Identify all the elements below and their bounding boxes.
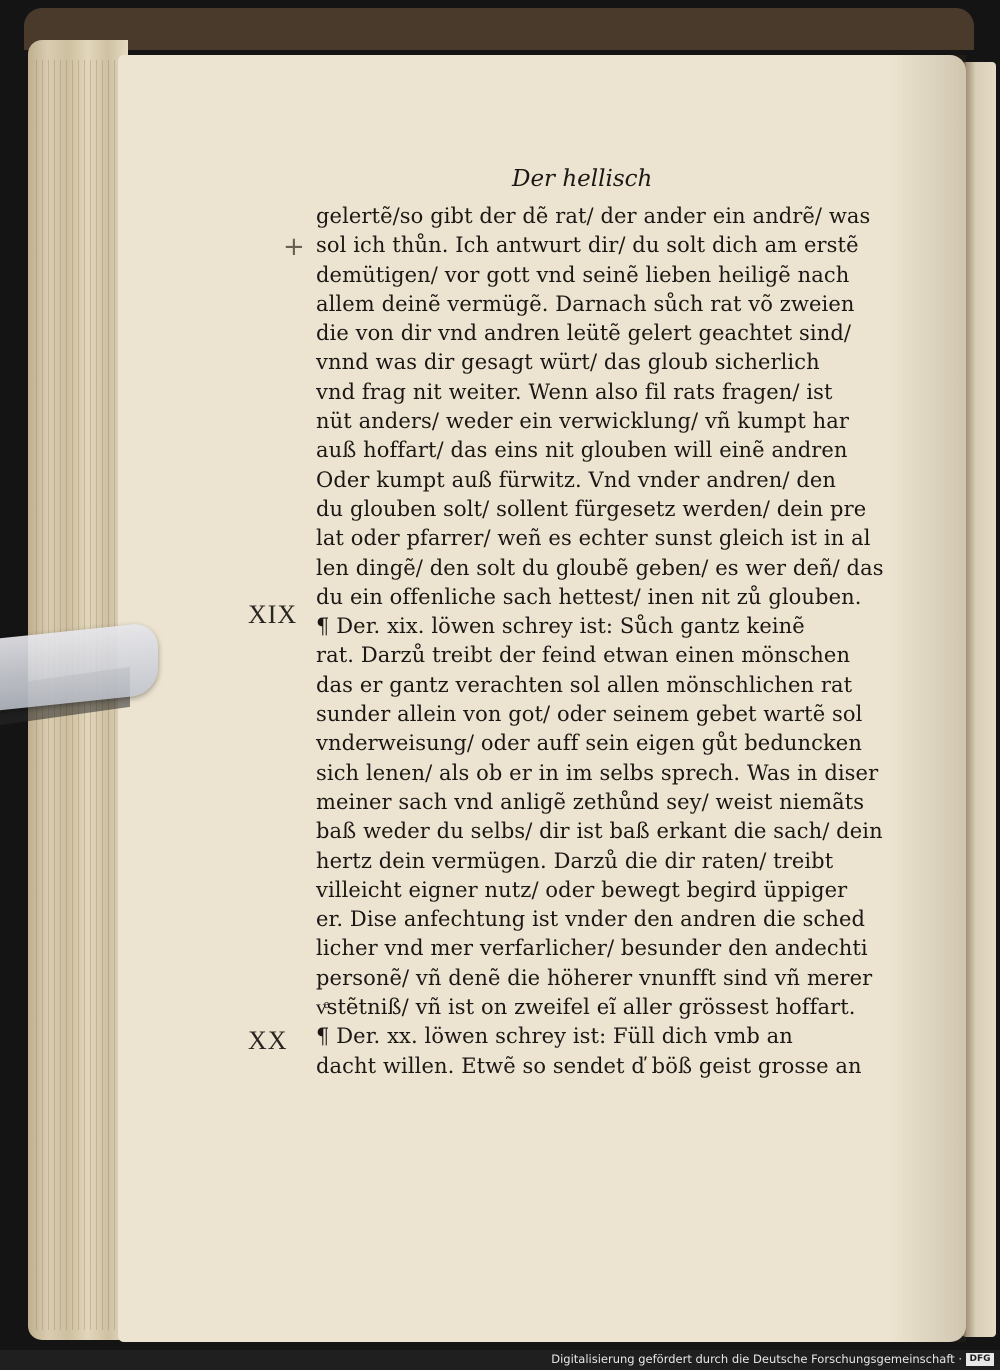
body-text xyxy=(316,202,896,1081)
text-line: du glouben solt/ sollent fürgesetz werden/ dein pre xyxy=(316,496,867,521)
text-line: len dingẽ/ den solt du gloubẽ geben/ es wer deñ/ das xyxy=(316,555,884,580)
margin-number-xix: XIX xyxy=(248,600,298,629)
text-line: das er gantz verachten sol allen mönschlichen rat xyxy=(316,672,853,697)
running-header: Der hellisch xyxy=(512,166,653,192)
text-line: personẽ/ vñ denẽ die höherer vnunfft sind vñ merer xyxy=(316,965,873,990)
text-line: villeicht eigner nutz/ oder bewegt begird üppiger xyxy=(316,877,848,902)
text-line: ¶ Der. xx. löwen schrey ist: Füll dich vmb an xyxy=(316,1024,793,1049)
text-line: dacht willen. Etwẽ so sendet ď böß geist grosse an xyxy=(316,1053,862,1078)
text-line: allem deinẽ vermügẽ. Darnach sůch rat võ zweien xyxy=(316,291,855,316)
text-line: vnnd was dir gesagt würt/ das gloub sicherlich xyxy=(316,350,820,375)
text-line: vͤstẽtniß/ vñ ist on zweifel eĩ aller grössest hoffart. xyxy=(316,995,856,1020)
book-cover-edge xyxy=(24,8,974,50)
text-line: demütigen/ vor gott vnd seinẽ lieben heiligẽ nach xyxy=(316,262,850,287)
text-line: er. Dise anfechtung ist vnder den andren die sched xyxy=(316,907,866,932)
text-line: nüt anders/ weder ein verwicklung/ vñ kumpt har xyxy=(316,409,850,434)
footer-bar xyxy=(0,1350,1000,1370)
text-line: vnd frag nit weiter. Wenn also fil rats fragen/ ist xyxy=(316,379,833,404)
text-line: sunder allein von got/ oder seinem gebet wartẽ sol xyxy=(316,702,863,727)
text-line: licher vnd mer verfarlicher/ besunder den andechti xyxy=(316,936,868,961)
text-line: du ein offenliche sach hettest/ inen nit zů glouben. xyxy=(316,584,862,609)
text-line: vnderweisung/ oder auff sein eigen gůt beduncken xyxy=(316,731,862,756)
text-line: meiner sach vnd anligẽ zethůnd sey/ weist niemãts xyxy=(316,789,865,814)
text-line: die von dir vnd andren leütẽ gelert geachtet sind/ xyxy=(316,321,852,346)
text-line: sich lenen/ als ob er in im selbs sprech. Was in diser xyxy=(316,760,879,785)
text-line: hertz dein vermügen. Darzů die dir raten/ treibt xyxy=(316,848,834,873)
funding-credit: Digitalisierung gefördert durch die Deutsche Forschungsgemeinschaft · xyxy=(551,1352,962,1366)
facing-page-edge xyxy=(962,62,996,1337)
text-line: sol ich thůn. Ich antwurt dir/ du solt dich am erstẽ xyxy=(316,233,859,258)
text-line: Oder kumpt auß fürwitz. Vnd vnder andren/ den xyxy=(316,467,837,492)
text-line: lat oder pfarrer/ weñ es echter sunst gleich ist in al xyxy=(316,526,871,551)
text-line: gelertẽ/so gibt der dẽ rat/ der ander ein andrẽ/ was xyxy=(316,204,871,228)
margin-number-xx: XX xyxy=(248,1026,288,1055)
page-gutter-shadow xyxy=(890,55,966,1342)
text-line: ¶ Der. xix. löwen schrey ist: Sůch gantz keinẽ xyxy=(316,614,805,639)
text-line: auß hoffart/ das eins nit glouben will einẽ andren xyxy=(316,438,848,463)
text-line: rat. Darzů treibt der feind etwan einen mönschen xyxy=(316,643,851,668)
dfg-logo: DFG xyxy=(966,1353,994,1366)
text-line: baß weder du selbs/ dir ist baß erkant die sach/ dein xyxy=(316,819,883,844)
margin-mark: + xyxy=(283,232,305,262)
